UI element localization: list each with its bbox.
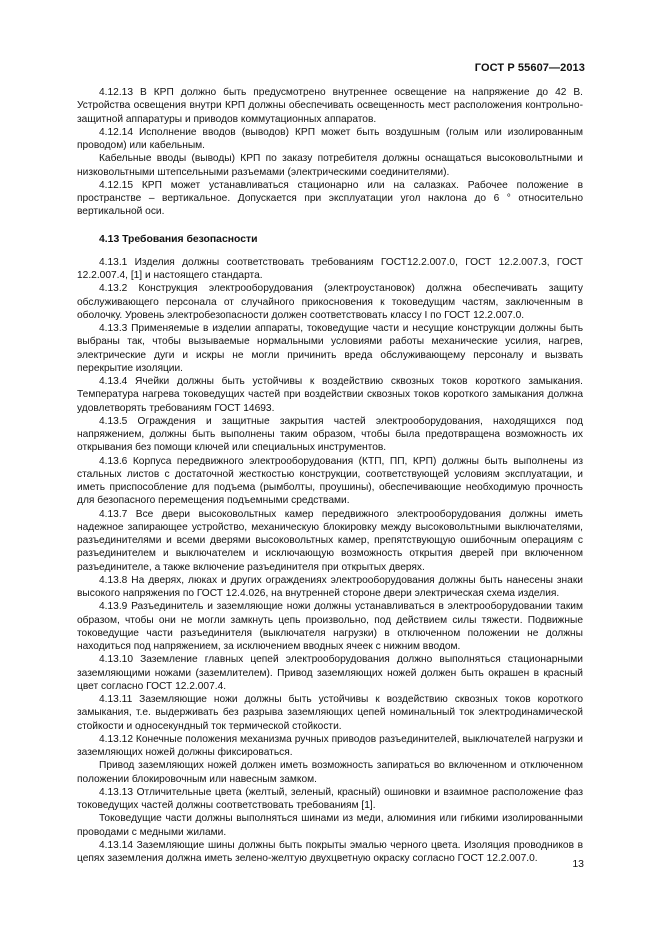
section-heading: 4.13 Требования безопасности	[99, 233, 258, 245]
paragraph-4-13-9: 4.13.9 Разъединитель и заземляющие ножи должны устанавливаться в электрооборудовании таким образом, чтобы они не могли замкнуть цепь произвольно, под действием силы тяжести. Подвижные токоведущие части разъединителя (выключателя нагрузки) в отключенном положении не должны находиться под напряжением, за исключением вводных ячеек с нижним вводом.	[77, 601, 583, 652]
paragraph-4-13-11: 4.13.11 Заземляющие ножи должны быть устойчивы к воздействию сквозных токов короткого замыкания, т.е. выдерживать без разрыва заземляющих цепей номинальный ток электродинамической стойкости и односекундный ток термической стойкости.	[77, 694, 583, 732]
paragraph-4-13-3: 4.13.3 Применяемые в изделии аппараты, токоведущие части и несущие конструкции должны быть выбраны так, чтобы вызываемые нормальными условиями работы механические усилия, нагрев, электрические дуги и искры не могли причинить вреда обслуживающему персоналу и вызвать перекрытие изоляции.	[77, 323, 583, 374]
paragraph-4-13-13: 4.13.13 Отличительные цвета (желтый, зеленый, красный) ошиновки и взаимное расположение фаз токоведущих частей должны соответствовать требованиям [1].	[77, 786, 583, 811]
document-body	[77, 86, 583, 865]
paragraph-4-13-12: 4.13.12 Конечные положения механизма ручных приводов разъединителей, выключателей нагрузки и заземляющих ножей должны фиксироваться.	[77, 733, 583, 758]
paragraph-4-13-4: 4.13.4 Ячейки должны быть устойчивы к воздействию сквозных токов короткого замыкания. Температура нагрева токоведущих частей при воздействии сквозных токов короткого замыкания должна удовлетворять требованиям ГОСТ 14693.	[77, 376, 583, 414]
paragraph-4-13-6: 4.13.6 Корпуса передвижного электрооборудования (КТП, ПП, КРП) должны быть выполнены из стальных листов с достаточной жесткостью конструкции, соответствующей условиям эксплуатации, и иметь приспособление для подъема (рымболты, проушины), обеспечивающие необходимую прочность для безопасного перемещения подъемными средствами.	[77, 455, 583, 507]
paragraph-4-13-14: 4.13.14 Заземляющие шины должны быть покрыты эмалью черного цвета. Изоляция проводников в цепях заземления должна иметь зелено-желтую двухцветную окраску согласно ГОСТ 12.2.007.0.	[77, 839, 583, 864]
page-number: 13	[572, 858, 584, 870]
paragraph-cable-inputs: Кабельные вводы (выводы) КРП по заказу потребителя должны оснащаться высоковольтными и низковольтными штепсельными разъемами (электрическими соединителями).	[77, 153, 583, 178]
paragraph-4-13-10: 4.13.10 Заземление главных цепей электрооборудования должно выполняться стационарными заземляющими ножами (заземлителем). Привод заземляющих ножей должен быть окрашен в красный цвет согласно ГОСТ 12.2.007.4.	[77, 654, 583, 692]
paragraph-4-13-2: 4.13.2 Конструкция электрооборудования (электроустановок) должна обеспечивать защиту обслуживающего персонала от случайного прикосновения к токоведущим частям, заключенным в оболочку. Уровень электробезопасности должен соответствовать классу I по ГОСТ 12.2.007.0.	[77, 283, 583, 321]
paragraph-4-12-14: 4.12.14 Исполнение вводов (выводов) КРП может быть воздушным (голым или изолированным проводом) или кабельным.	[77, 126, 583, 151]
standard-code-header: ГОСТ Р 55607—2013	[474, 62, 585, 74]
paragraph-conductors: Токоведущие части должны выполняться шинами из меди, алюминия или гибкими изолированными проводами с медными жилами.	[77, 813, 583, 838]
paragraph-4-13-8: 4.13.8 На дверях, люках и других ограждениях электрооборудования должны быть нанесены знаки высокого напряжения по ГОСТ 12.4.026, на внутренней стороне двери электрическая схема изделия.	[77, 574, 583, 599]
paragraph-4-12-13: 4.12.13 В КРП должно быть предусмотрено внутреннее освещение на напряжение до 42 В. Устройства освещения внутри КРП должны обеспечивать освещенность мест расположения контрольно-защитной аппаратуры и приводов коммутационных аппаратов.	[77, 87, 583, 125]
paragraph-4-12-15: 4.12.15 КРП может устанавливаться стационарно или на салазках. Рабочее положение в пространстве – вертикальное. Допускается при эксплуатации угол наклона до 6 ° относительно вертикальной оси.	[77, 179, 583, 218]
paragraph-4-13-1: 4.13.1 Изделия должны соответствовать требованиям ГОСТ12.2.007.0, ГОСТ 12.2.007.3, ГОСТ 12.2.007.4, [1] и настоящего стандарта.	[77, 256, 583, 281]
paragraph-4-13-5: 4.13.5 Ограждения и защитные закрытия частей электрооборудования, находящихся под напряжением, должны быть выполнены таким образом, чтобы была предотвращена возможность их открывания без помощи ключей или специальных инструментов.	[77, 415, 583, 454]
paragraph-grounding-drive: Привод заземляющих ножей должен иметь возможность запираться во включенном и отключенном положении блокировочным или навесным замком.	[77, 760, 583, 785]
paragraph-4-13-7: 4.13.7 Все двери высоковольтных камер передвижного электрооборудования должны иметь надежное запирающее устройство, механическую блокировку между высоковольтными выключателями, разъединителями и всеми дверями высоковольтных камер, препятствующую ошибочным операциям с разъединителем и выключателем и исключающую возможность открытия дверей при включенном разъединителе, а также включение разъединителя при открытых дверях.	[77, 508, 583, 573]
